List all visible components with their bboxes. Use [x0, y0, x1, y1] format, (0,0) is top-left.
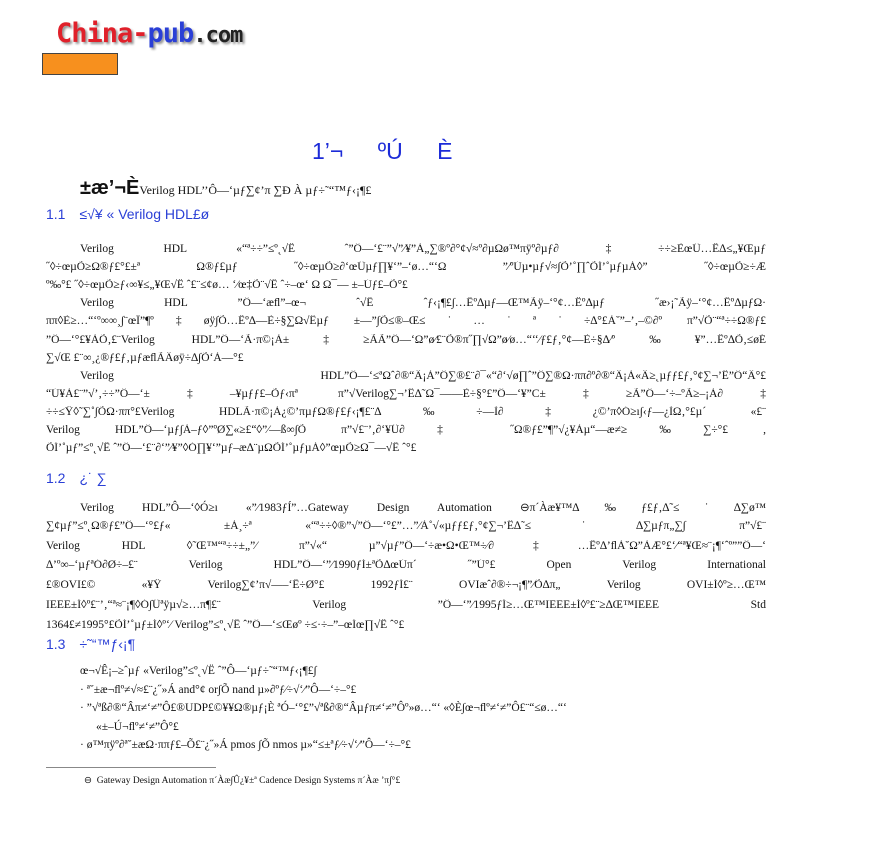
paragraph-line: Verilog HDL”Ô—‘◊Ó≥ı «”⁄1983ƒÍ”…Gateway Design Automation ⊖π´Àæ¥™∆‰ƒ£ƒ‚∆˜≤˙∆∑ø™	[80, 502, 766, 514]
paragraph-line: ”Ô—‘°£¥ÀÕ‚£¨Verilog HDL”Ô—‘Ã·π©¡À±‡≥ÃÃ”Ô—‘Ω”ø⁄£¨Õ®π˝∏√Ω”ø⁄ø…“‘‘⁄ƒ£ƒ‚°¢—È÷§∆⁄º‰¥”…Ëº∆Õ‚≤øÉ	[46, 333, 766, 346]
paragraph-line: Verilog HDL «“ª÷÷”≤º˛√Ë ˆ”Ô—‘£¨”√”⁄¥”À„∑®º∂°¢√≈º∂µΩø™πÿº∂µƒ∂‡÷÷≥ÈœÛ…Ë∆≤„¥Œµƒ	[80, 243, 766, 255]
section-number: 1.1	[46, 206, 66, 222]
logo-orange-bar	[42, 53, 118, 75]
paragraph-line: 1364£≠1995°£ÕÍ’˚µƒ±Í◊º‘⁄ Verilog”≤º˛√Ë ˆ”Ô—‘≤Œøº ÷≤·÷–”–œÍœ∏√Ë ˆ°£	[46, 618, 405, 631]
section-title: ¿˙ ∑	[79, 470, 107, 486]
china-pub-logo: China-pub.com	[56, 18, 243, 49]
section-heading	[46, 636, 149, 652]
chapter-title: 1’¬ ºÚ È	[312, 138, 453, 164]
section-title: ≤√¥ « Verilog HDL£ø	[79, 206, 210, 222]
paragraph-line: ˝◊÷œµÕ≥Ω®ƒ£°£±ª Ω®ƒ£µƒ ˝◊÷œµÕ≥∂‘œÛµƒ∏¥‘”–‘ø…“‘Ω ”⁄ºÚµ•µƒ√≈∫Õ’˚∏ˆÕÍ’˚µƒµÁ◊” ˝◊÷œµÕ≥÷Æ	[46, 261, 766, 274]
section-heading	[46, 470, 121, 486]
list-item: · ª˘±æ¬ﬂº≠√≈£¨¿˝»Á and°¢ or∫Õ nand µ»∂ºƒ⁄÷√‘⁄”Ô—‘÷–°£	[80, 683, 357, 696]
bullet-icon: ·	[80, 739, 87, 751]
paragraph-line: £®OVI£© «¥Ÿ Verilog∑¢’π√—–‘Ë÷Ø°£ 1992ƒÍ£¨ OVIæˆ∂®÷¬¡¶”⁄Õ∆π„ Verilog OVI±Í◊º≥…Œ™	[46, 579, 766, 592]
paragraph-line: ∆’º∞–‘µƒªÓ∂Ø÷–£¨ Verilog HDL”Ô—‘”⁄1990ƒÍ±ªÕ∆œÚπ´ ˝”Ú°£ Open Verilog International	[46, 559, 766, 572]
list-item: «±–Ú¬ﬂº≠‘≠”Ô°£	[96, 720, 179, 733]
paragraph-line: ππ◊È≥…“‘º∞∞¸∫¨œÏ”¶º‡øÿ∫Õ…Ëº∆—È÷§∑Ω√Êµƒ ±—”∫Õ≤®–Œ≤˙…˙ª˙÷∆°£À˘”–’‚–©∂º π”√Õ¨“ª÷÷Ω®ƒ£	[46, 315, 766, 328]
paragraph-line: ∑√Œ £¨∞¸¿®ƒ£ƒ‚µƒæﬂÃÂøÿ÷∆∫Õ‘À––°£	[46, 351, 244, 364]
list-item: · ”√ªß∂®“Âπ≠‘≠”Ô£®UDP£©¥¥Ω®µƒ¡È ªÓ–‘°£”√ªß∂®“Âµƒπ≠‘≠”Ôº»ø…“‘ «◊È∫œ¬ﬂº≠‘≠”Ô£¨“≤ø…“‘	[80, 702, 567, 714]
section-number: 1.2	[46, 470, 66, 486]
footnote: ⊖ Gateway Design Automation π´Àæ∫Û¿¥±ª Cadence Design Systems π´Àæ ’π∫°£	[84, 776, 401, 786]
chapter-intro: ±æ’¬ÈVerilog HDL’’Ô—‘µƒ∑¢’π ∑Ð À µƒ÷˜“™ƒ‹¡¶£	[80, 177, 372, 199]
paragraph-line: “Ú¥À£¨”√’‚÷÷”Ô—‘±‡–¥µƒƒ£–Õƒ‹πª π”√Verilog∑¬’Ê∆˜Ω¯––—È÷§°£”Ô—‘¥”C±‡≥Ã”Ô—‘÷–ºÃ≥–¡À∂‡	[46, 387, 766, 400]
paragraph-line: Verilog HDL ”Ô—‘æﬂ”–œ¬ ˆ√Ë ˆƒ‹¡¶£∫…Ëº∆µƒ––Œ™Ãÿ–‘°¢…Ëº∆µƒ ˝æ›¡˜Ãÿ–‘°¢…Ëº∆µƒΩ·	[80, 297, 766, 310]
section-number: 1.3	[46, 636, 66, 652]
footnote-divider	[46, 767, 216, 768]
list-item: · ø™πÿº∂ª˘±æΩ·ππƒ£–Õ£¨¿˝»Á pmos ∫Õ nmos µ»“≤±ªƒ⁄÷√‘⁄”Ô—‘÷–°£	[80, 739, 411, 751]
paragraph-line: ÕÍ’˚µƒ”≤º˛√Ë ˆ”Ô—‘£¨∂‘”⁄¥”◊Ó∏¥‘”µƒ–æ∆¨µΩÕÍ’˚µƒµÁ◊”œµÕ≥Ω¯––√Ë ˆ°£	[46, 442, 417, 455]
bullet-icon: ·	[80, 683, 87, 696]
paragraph-line: ∑¢µƒ”≤º˛Ω®ƒ£”Ô—‘°£ƒ« ±À¸÷ª «“ª÷÷◊®”√”Ô—‘°£”…”⁄À˚√«µƒƒ£ƒ‚°¢∑¬’Ê∆˜≤˙∆∑µƒπ„∑∫ π”√£¨	[46, 519, 766, 532]
section-heading	[46, 206, 223, 222]
paragraph-line: Verilog HDL”Ô—‘µƒ∫À–ƒ◊”ºØ∑«≥£“◊”⁄—ß∞∫Õ π”√£¨’‚∂‘¥Û∂‡ ˝Ω®ƒ£”¶”√¿¥Àµ“—æ≠≥‰∑÷°£ ,	[46, 424, 766, 436]
bullet-icon: ·	[80, 702, 87, 714]
paragraph-line: IEEE±Í◊º£¨’‚“ª≈¨¡¶◊Ó∫Ûªÿµ√≥…π¶£¨ Verilog ”Ô—‘”⁄1995ƒÍ≥…Œ™IEEE±Í◊º£¨≥∆Œ™IEEE Std	[46, 599, 766, 611]
paragraph-line: Verilog HDL ◊˜Œ™“ª÷÷±„”⁄ π”√«“ µ”√µƒ”Ô—‘÷æ•Ω•Œ™÷⁄∂‡…Ëº∆’ﬂÀ˘Ω”ÀÆ°£‘⁄“ª¥Œ≈¨¡¶‘ˆº””Ô—‘	[46, 539, 766, 552]
section-title: ÷˜“™ƒ‹¡¶	[79, 636, 136, 652]
list-intro: œ¬√Ê¡–≥ˆµƒ «Verilog”≤º˛√Ë ˆ”Ô—‘µƒ÷˜“™ƒ‹¡¶£∫	[80, 665, 317, 677]
paragraph-line: ÷÷≤Ÿ◊˜∑˚∫ÕΩ·ππ°£Verilog HDLÃ·π©¡À¿©’πµƒΩ®ƒ£ƒ‹¡¶£¨∆‰÷––Ì∂‡¿©’π◊Ó≥ı∫‹ƒ—¿ÌΩ‚°£µ´ «£¨	[46, 405, 766, 418]
paragraph-line: º‰°£ ˝◊÷œµÕ≥ƒ‹∞¥≤„¥Œ√Ë ˆ£¨≤¢ø… ‘⁄œ‡Õ¨√Ë ˆ÷–œ‘ Ω Ω¯–– ±–Úƒ£–Õ°£	[46, 279, 408, 292]
paragraph-line: Verilog HDL”Ô—‘≤ªΩˆ∂®“Â¡À”Ô∑®£¨∂¯«“∂‘√ø∏ˆ”Ô∑®Ω·ππ∂º∂®“Â¡À«Â≥˛µƒƒ£ƒ‚°¢∑¬’Ê”Ô“Â°£	[80, 369, 766, 382]
